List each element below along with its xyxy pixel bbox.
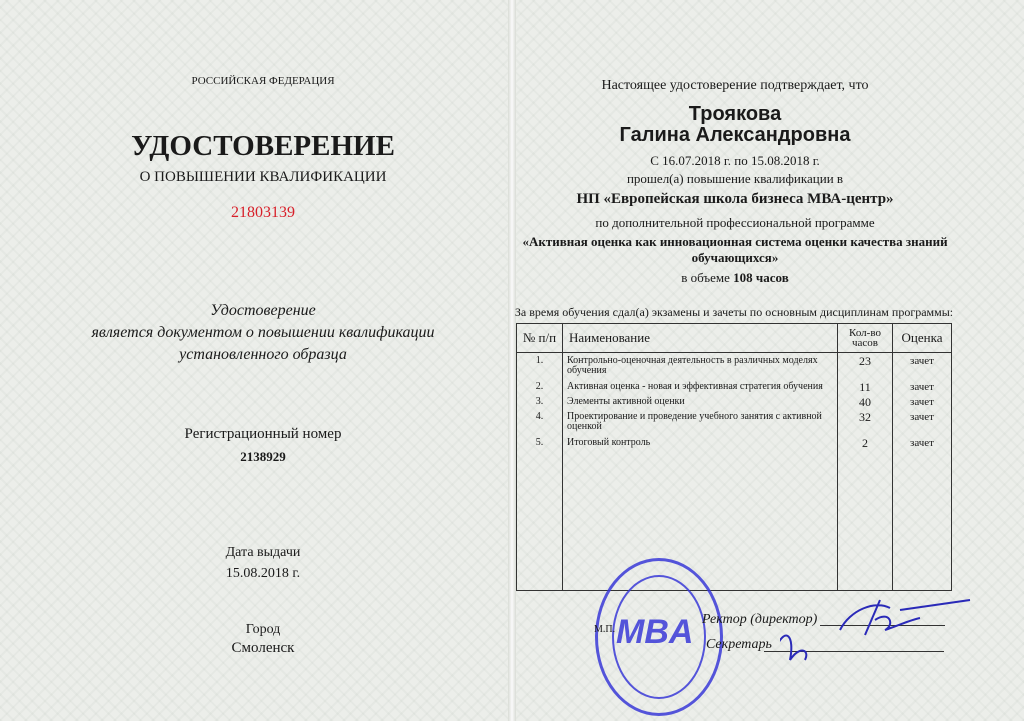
certificate-subtitle: О ПОВЫШЕНИИ КВАЛИФИКАЦИИ bbox=[139, 169, 387, 185]
volume-hours: 108 часов bbox=[733, 270, 789, 285]
country-label: РОССИЙСКАЯ ФЕДЕРАЦИЯ bbox=[191, 75, 335, 87]
statement-line-2: является документом о повышении квалификации bbox=[91, 324, 435, 341]
page-fold bbox=[508, 0, 516, 721]
signatures bbox=[780, 590, 980, 670]
row-hours: 40 bbox=[838, 394, 893, 409]
row-name: Итоговый контроль bbox=[563, 435, 838, 450]
row-name: Проектирование и проведение учебного занятия с активной оценкой bbox=[563, 409, 838, 435]
row-hours: 11 bbox=[838, 379, 893, 394]
table-row bbox=[517, 435, 952, 450]
row-grade: зачет bbox=[893, 394, 952, 409]
row-name: Контрольно-оценочная деятельность в различных моделях обучения bbox=[563, 352, 838, 379]
secretary-label: Секретарь bbox=[706, 637, 772, 652]
city: Смоленск bbox=[231, 640, 295, 656]
passed-text: прошел(а) повышение квалификации в bbox=[626, 171, 844, 186]
table-row bbox=[517, 394, 952, 409]
empty-cell bbox=[838, 451, 893, 591]
row-grade: зачет bbox=[893, 379, 952, 394]
volume-prefix: в объеме bbox=[681, 270, 734, 285]
rector-label: Ректор (директор) bbox=[702, 612, 818, 627]
header-hours: Кол-во часов bbox=[838, 324, 893, 353]
row-number: 5. bbox=[517, 435, 563, 450]
city-label: Город bbox=[245, 622, 281, 637]
header-grade: Оценка bbox=[893, 324, 952, 353]
program-line-2: обучающихся» bbox=[691, 250, 779, 265]
header-name: Наименование bbox=[563, 324, 838, 353]
seal-label: М.П. bbox=[594, 624, 616, 635]
intro-text: Настоящее удостоверение подтверждает, что bbox=[601, 78, 869, 93]
header-number: № п/п bbox=[517, 324, 563, 353]
issue-date: 15.08.2018 г. bbox=[225, 566, 301, 581]
row-number: 4. bbox=[517, 409, 563, 435]
program-line-1: «Активная оценка как инновационная система оценки качества знаний bbox=[522, 234, 948, 249]
program-intro: по дополнительной профессиональной программе bbox=[595, 215, 875, 230]
row-hours: 2 bbox=[838, 435, 893, 450]
row-grade: зачет bbox=[893, 409, 952, 435]
table-row bbox=[517, 409, 952, 435]
empty-cell bbox=[893, 451, 952, 591]
disciplines-table bbox=[516, 323, 952, 591]
volume bbox=[681, 270, 788, 286]
exams-intro: За время обучения сдал(а) экзамены и зачеты по основным дисциплинам программы: bbox=[514, 305, 954, 319]
certificate-title: УДОСТОВЕРЕНИЕ bbox=[131, 130, 395, 162]
row-number: 1. bbox=[517, 352, 563, 379]
table-row bbox=[517, 379, 952, 394]
serial-number: 21803139 bbox=[231, 204, 295, 221]
empty-cell bbox=[563, 451, 838, 591]
organization-stamp bbox=[595, 558, 723, 716]
issue-date-label: Дата выдачи bbox=[225, 545, 301, 560]
table-header bbox=[517, 324, 952, 353]
organization: НП «Европейская школа бизнеса МВА-центр» bbox=[576, 191, 894, 207]
row-hours: 23 bbox=[838, 352, 893, 379]
empty-cell bbox=[517, 451, 563, 591]
reg-number-label: Регистрационный номер bbox=[184, 426, 342, 442]
statement-line-3: установленного образца bbox=[179, 346, 347, 363]
statement-line-1: Удостоверение bbox=[210, 302, 316, 319]
reg-number: 2138929 bbox=[240, 449, 286, 464]
stamp-logo: MBA bbox=[616, 613, 694, 651]
row-grade: зачет bbox=[893, 352, 952, 379]
row-grade: зачет bbox=[893, 435, 952, 450]
surname: Троякова bbox=[688, 103, 782, 125]
table-row bbox=[517, 352, 952, 379]
study-period: С 16.07.2018 г. по 15.08.2018 г. bbox=[650, 153, 820, 168]
row-number: 3. bbox=[517, 394, 563, 409]
given-names: Галина Александровна bbox=[619, 124, 851, 146]
row-number: 2. bbox=[517, 379, 563, 394]
table-filler bbox=[517, 451, 952, 591]
row-name: Активная оценка - новая и эффективная стратегия обучения bbox=[563, 379, 838, 394]
row-hours: 32 bbox=[838, 409, 893, 435]
row-name: Элементы активной оценки bbox=[563, 394, 838, 409]
